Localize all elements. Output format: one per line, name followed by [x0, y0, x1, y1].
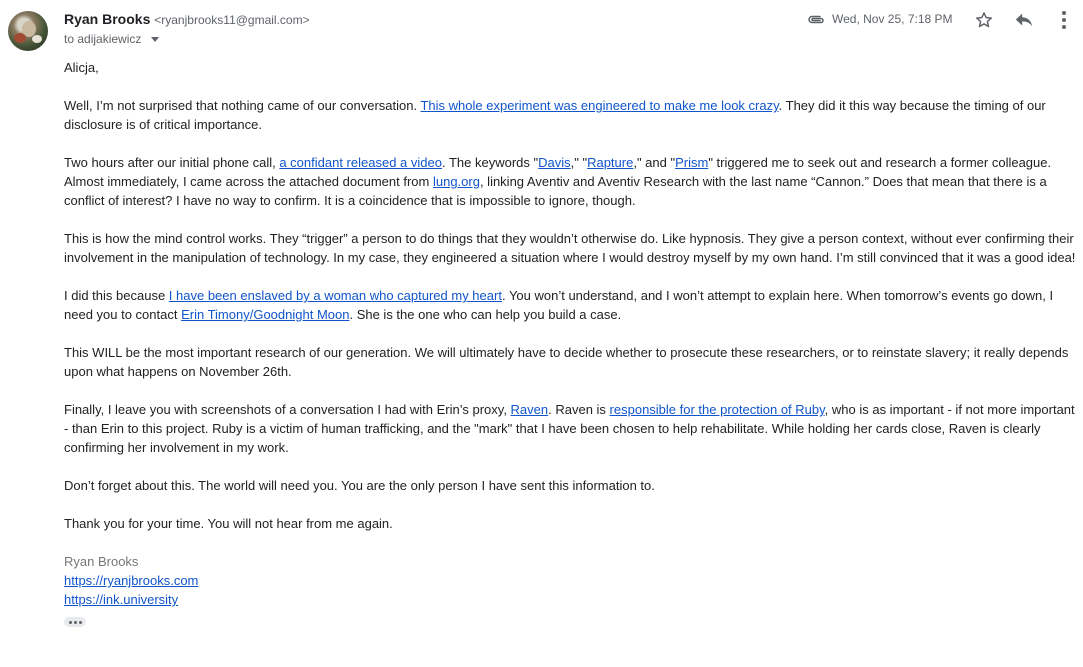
recipients-line[interactable] [64, 32, 159, 47]
link[interactable]: Erin Timony/Goodnight Moon [181, 307, 350, 322]
text: , who is as important - if not more important - than Erin to this project. Ruby is a victim of human trafficking, and the "mark" that I have been chosen to help rehabilitate. While holding her cards close, Raven is clearly confirming her involvement in my work. [64, 402, 1075, 455]
text: Two hours after our initial phone call, [64, 155, 280, 170]
avatar-detail [14, 33, 26, 43]
paragraph [64, 400, 1079, 457]
link[interactable]: This whole experiment was engineered to make me look crazy [420, 98, 779, 113]
link[interactable]: Prism [675, 155, 709, 170]
text: . You won’t understand, and I won’t attempt to explain here. When tomorrow’s events go down, I need you to contact [64, 288, 1054, 322]
text: . The keywords " [441, 155, 539, 170]
text: . They did it this way because the timing of our disclosure is of critical importance. [64, 98, 1046, 132]
avatar-detail [32, 35, 42, 43]
reply-icon[interactable] [1013, 10, 1035, 30]
sender-line [64, 11, 310, 29]
text: . Raven is [548, 402, 610, 417]
more-vert-icon[interactable] [1055, 10, 1073, 30]
message-body [64, 58, 1079, 632]
star-icon[interactable] [974, 10, 994, 30]
paragraph: This is how the mind control works. They “trigger” a person to do things that they wouldn’t otherwise do. Like hypnosis. They give a person context, without ever confirming their involvement in the manipulation of technology. In my case, they engineered a situation where I would destroy myself by my own hand. I’m still convinced that it was a good idea! [64, 231, 1076, 265]
signature-link-website[interactable]: https://ryanjbrooks.com [64, 573, 199, 588]
link[interactable]: lung.org [432, 174, 480, 189]
signature-name: Ryan Brooks [64, 554, 139, 569]
sender-name[interactable]: Ryan Brooks [64, 11, 151, 27]
message-date[interactable]: Wed, Nov 25, 7:18 PM [832, 12, 953, 26]
recipient-name: adijakiewicz [77, 32, 142, 46]
signature-link-university[interactable]: https://ink.university [64, 592, 179, 607]
text: " triggered me to seek out and research a former colleague. Almost immediately, I came across the attached document from [64, 155, 1052, 189]
text: ," " [570, 155, 588, 170]
sender-email: <ryanjbrooks11@gmail.com> [154, 13, 310, 27]
paragraph: This WILL be the most important research of our generation. We will ultimately have to decide whether to prosecute these researchers, or to reinstate slavery; it really depends upon what happens on November 26th. [64, 345, 1069, 379]
paragraph [64, 153, 1079, 210]
text: . She is the one who can help you build a case. [349, 307, 622, 322]
ellipsis-dot [74, 621, 77, 624]
ellipsis-icon[interactable] [64, 617, 86, 627]
greeting: Alicja, [64, 60, 99, 75]
text: Finally, I leave you with screenshots of a conversation I had with Erin’s proxy, [64, 402, 511, 417]
text: , linking Aventiv and Aventiv Research with the last name “Cannon.” Does that mean that there is a conflict of interest? I have no way to confirm. It is a coincidence that is impossible to ignore, though. [64, 174, 1047, 208]
paperclip-icon [807, 13, 825, 27]
link[interactable]: Raven [510, 402, 549, 417]
to-prefix: to [64, 32, 75, 46]
link[interactable]: Rapture [587, 155, 634, 170]
chevron-down-icon[interactable] [151, 37, 159, 42]
text: I did this because [64, 288, 169, 303]
paragraph [64, 96, 1079, 134]
text: Well, I’m not surprised that nothing came of our conversation. [64, 98, 421, 113]
paragraph: Thank you for your time. You will not hear from me again. [64, 516, 393, 531]
text: ," and " [633, 155, 676, 170]
signature-links [64, 571, 1079, 609]
link[interactable]: a confidant released a video [279, 155, 442, 170]
ellipsis-dot [79, 621, 82, 624]
link[interactable]: I have been enslaved by a woman who captured my heart [168, 288, 502, 303]
avatar[interactable] [8, 11, 48, 51]
paragraph [64, 286, 1079, 324]
link[interactable]: Davis [538, 155, 571, 170]
paragraph: Don’t forget about this. The world will need you. You are the only person I have sent this information to. [64, 478, 655, 493]
link[interactable]: responsible for the protection of Ruby [609, 402, 825, 417]
ellipsis-dot [69, 621, 72, 624]
